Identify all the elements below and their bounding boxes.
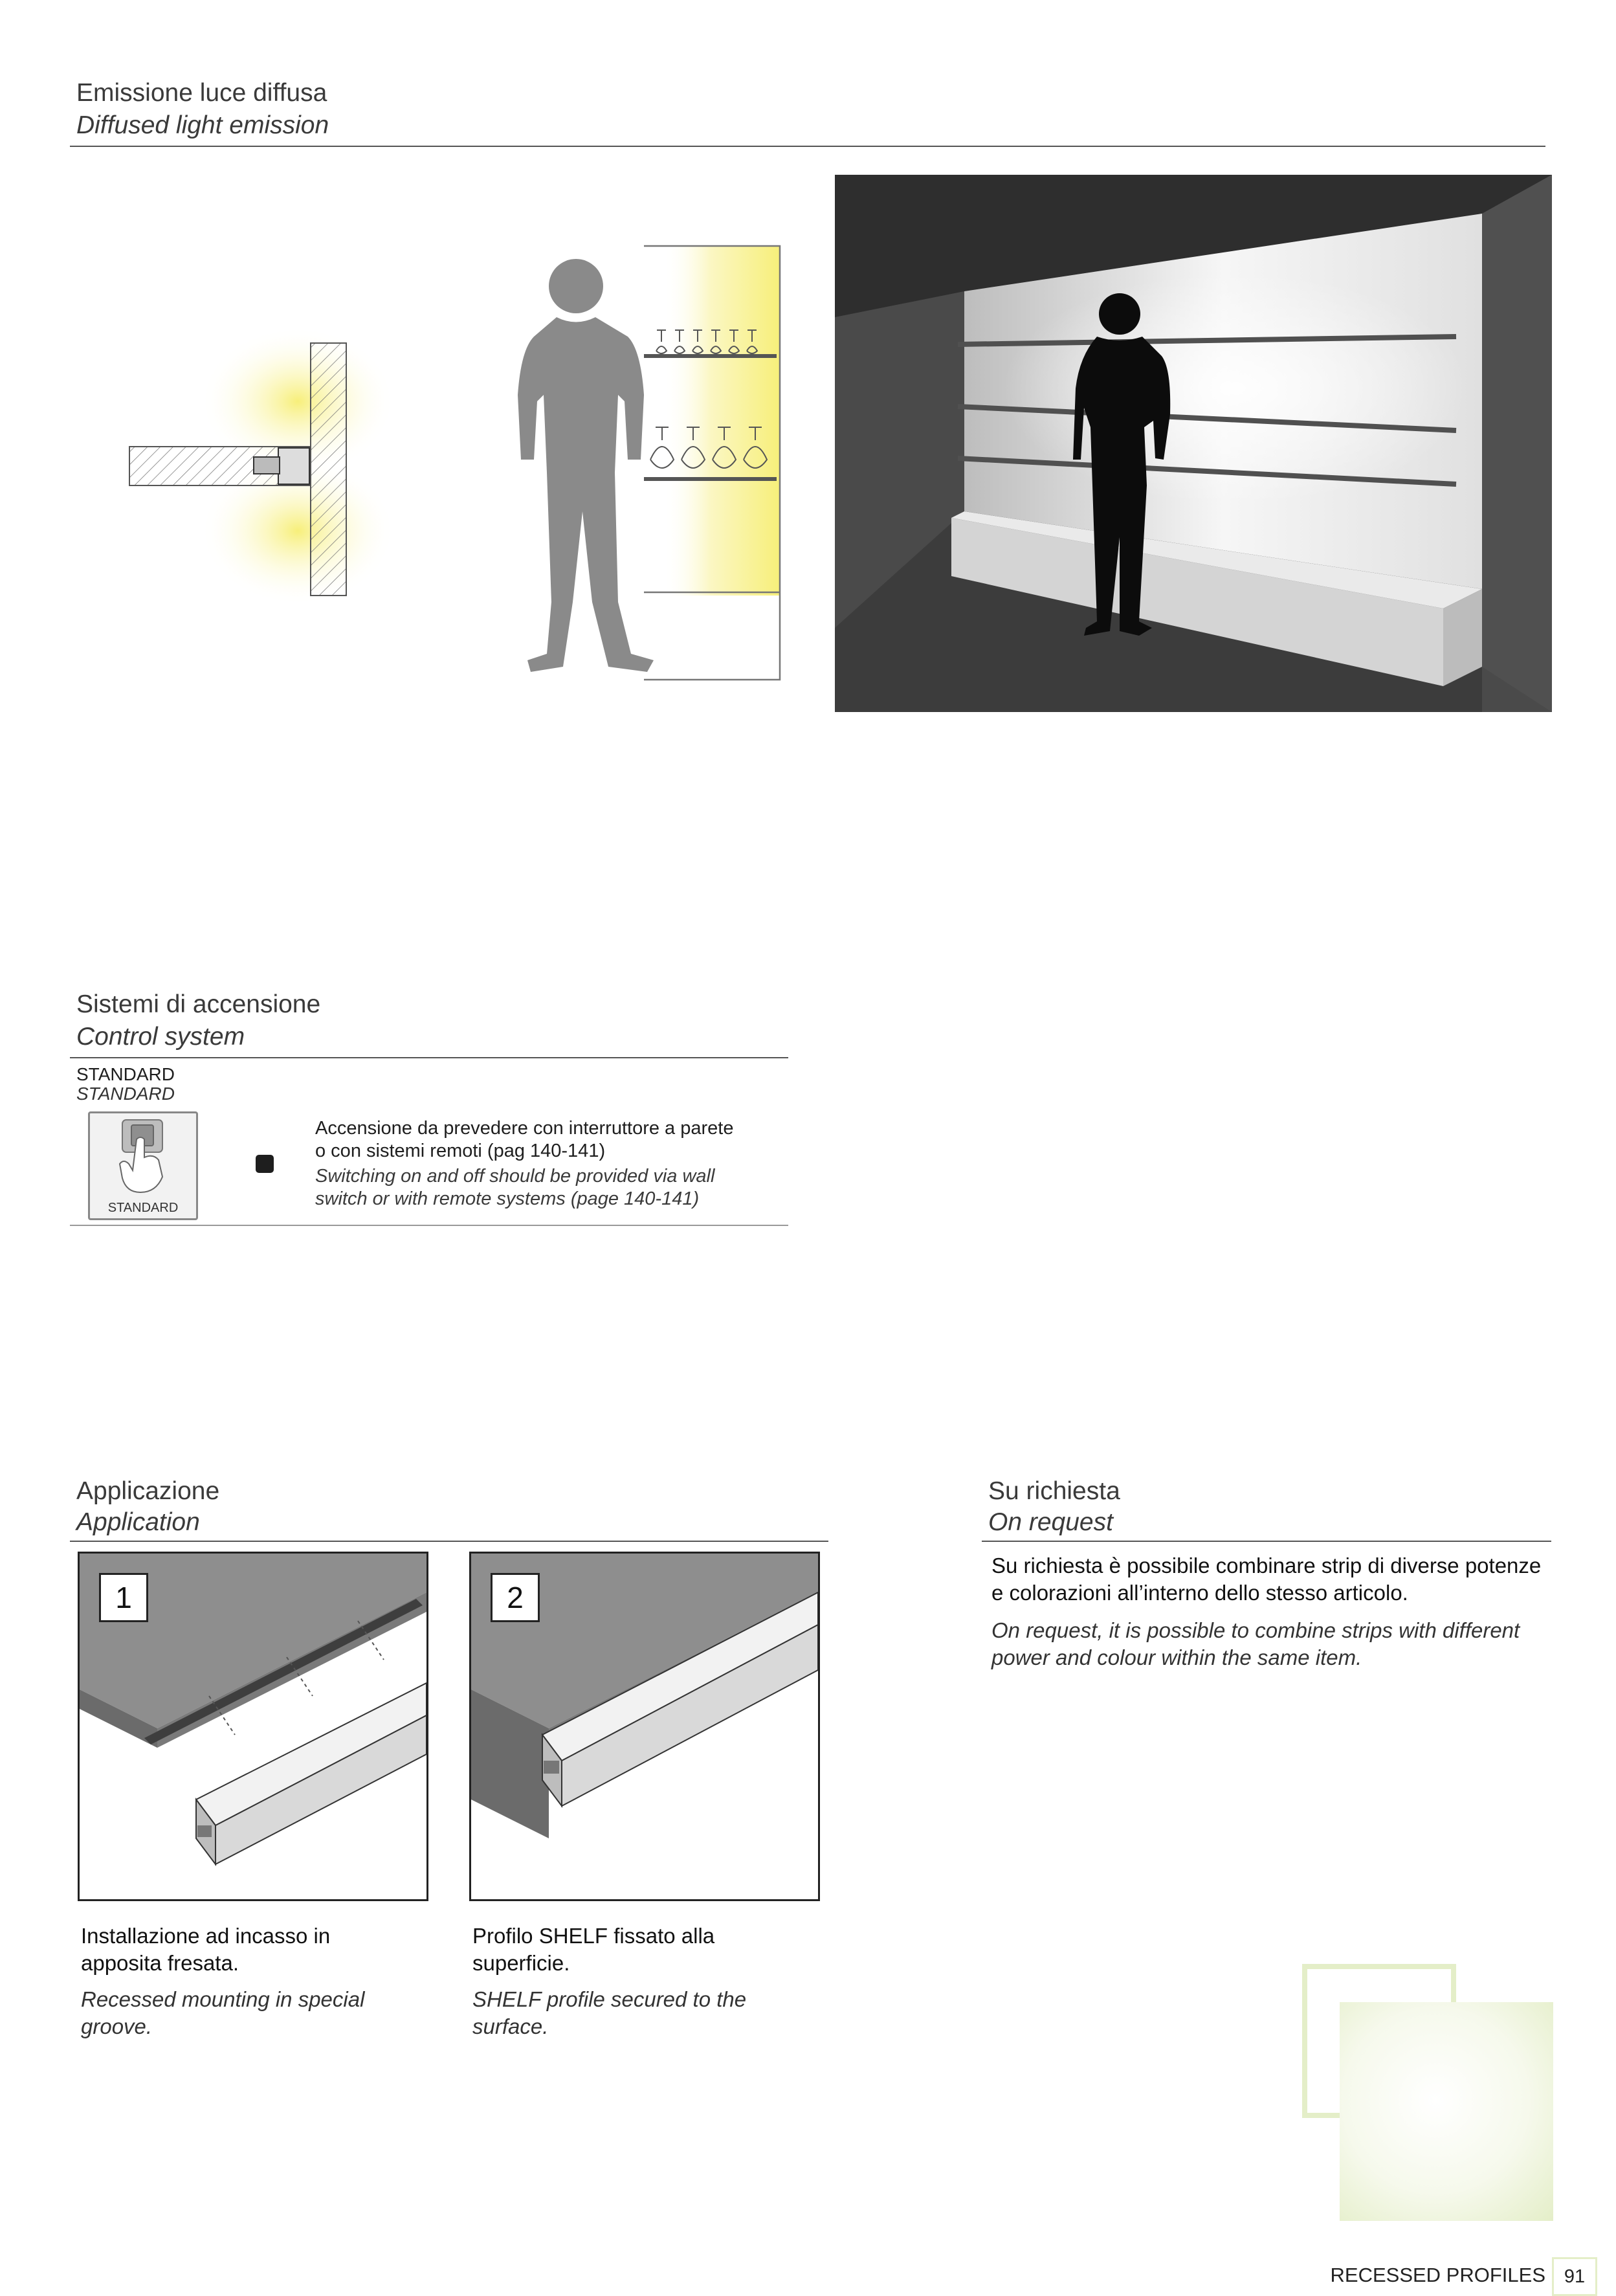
control-rule bbox=[70, 1057, 788, 1058]
step-number-2: 2 bbox=[491, 1573, 540, 1622]
control-subtitle: Control system bbox=[76, 1023, 245, 1051]
application-title: Applicazione bbox=[76, 1477, 220, 1505]
page-subtitle: Diffused light emission bbox=[76, 111, 329, 139]
application-rule bbox=[70, 1541, 828, 1542]
page-number: 91 bbox=[1552, 2257, 1597, 2296]
control-title: Sistemi di accensione bbox=[76, 990, 321, 1018]
request-text: Su richiesta è possibile combinare strip di diverse potenze e colorazioni all’interno dello stesso articolo. bbox=[991, 1554, 1542, 1605]
application-subtitle: Application bbox=[76, 1508, 200, 1536]
standard-icon-label: STANDARD bbox=[107, 1201, 179, 1215]
control-description-en: Switching on and off should be provided via wall switch or with remote systems (page 140-141) bbox=[315, 1166, 715, 1209]
standard-bullet-icon bbox=[256, 1155, 274, 1173]
control-bottom-rule bbox=[70, 1225, 788, 1226]
decorative-square-filled bbox=[1340, 2002, 1553, 2221]
step-2-caption: Profilo SHELF fissato alla superficie. bbox=[472, 1924, 715, 1975]
standard-switch-icon bbox=[88, 1111, 198, 1220]
footer-section-label: RECESSED PROFILES bbox=[1330, 2264, 1545, 2286]
request-subtitle: On request bbox=[988, 1508, 1113, 1536]
step-2-caption-en: SHELF profile secured to the surface. bbox=[472, 1987, 747, 2038]
application-step-1 bbox=[78, 1552, 428, 1901]
section-drawing bbox=[116, 324, 401, 608]
page-title: Emissione luce diffusa bbox=[76, 79, 327, 107]
header-rule bbox=[70, 146, 1545, 147]
request-text-en: On request, it is possible to combine strips with different power and colour within the same item. bbox=[991, 1618, 1520, 1669]
step-number-1: 1 bbox=[99, 1573, 148, 1622]
application-step-2 bbox=[469, 1552, 820, 1901]
request-title: Su richiesta bbox=[988, 1477, 1120, 1505]
step-1-caption-en: Recessed mounting in special groove. bbox=[81, 1987, 365, 2038]
shelf-drawing bbox=[644, 240, 790, 686]
request-rule bbox=[982, 1541, 1551, 1542]
control-description: Accensione da prevedere con interruttore a parete o con sistemi remoti (pag 140-141) bbox=[315, 1118, 734, 1161]
hand-switch-icon bbox=[90, 1113, 196, 1198]
control-type-label: STANDARD bbox=[76, 1064, 175, 1084]
step-1-caption: Installazione ad incasso in apposita fresata. bbox=[81, 1924, 331, 1975]
room-render-image bbox=[835, 175, 1552, 712]
control-type-label-en: STANDARD bbox=[76, 1084, 175, 1104]
